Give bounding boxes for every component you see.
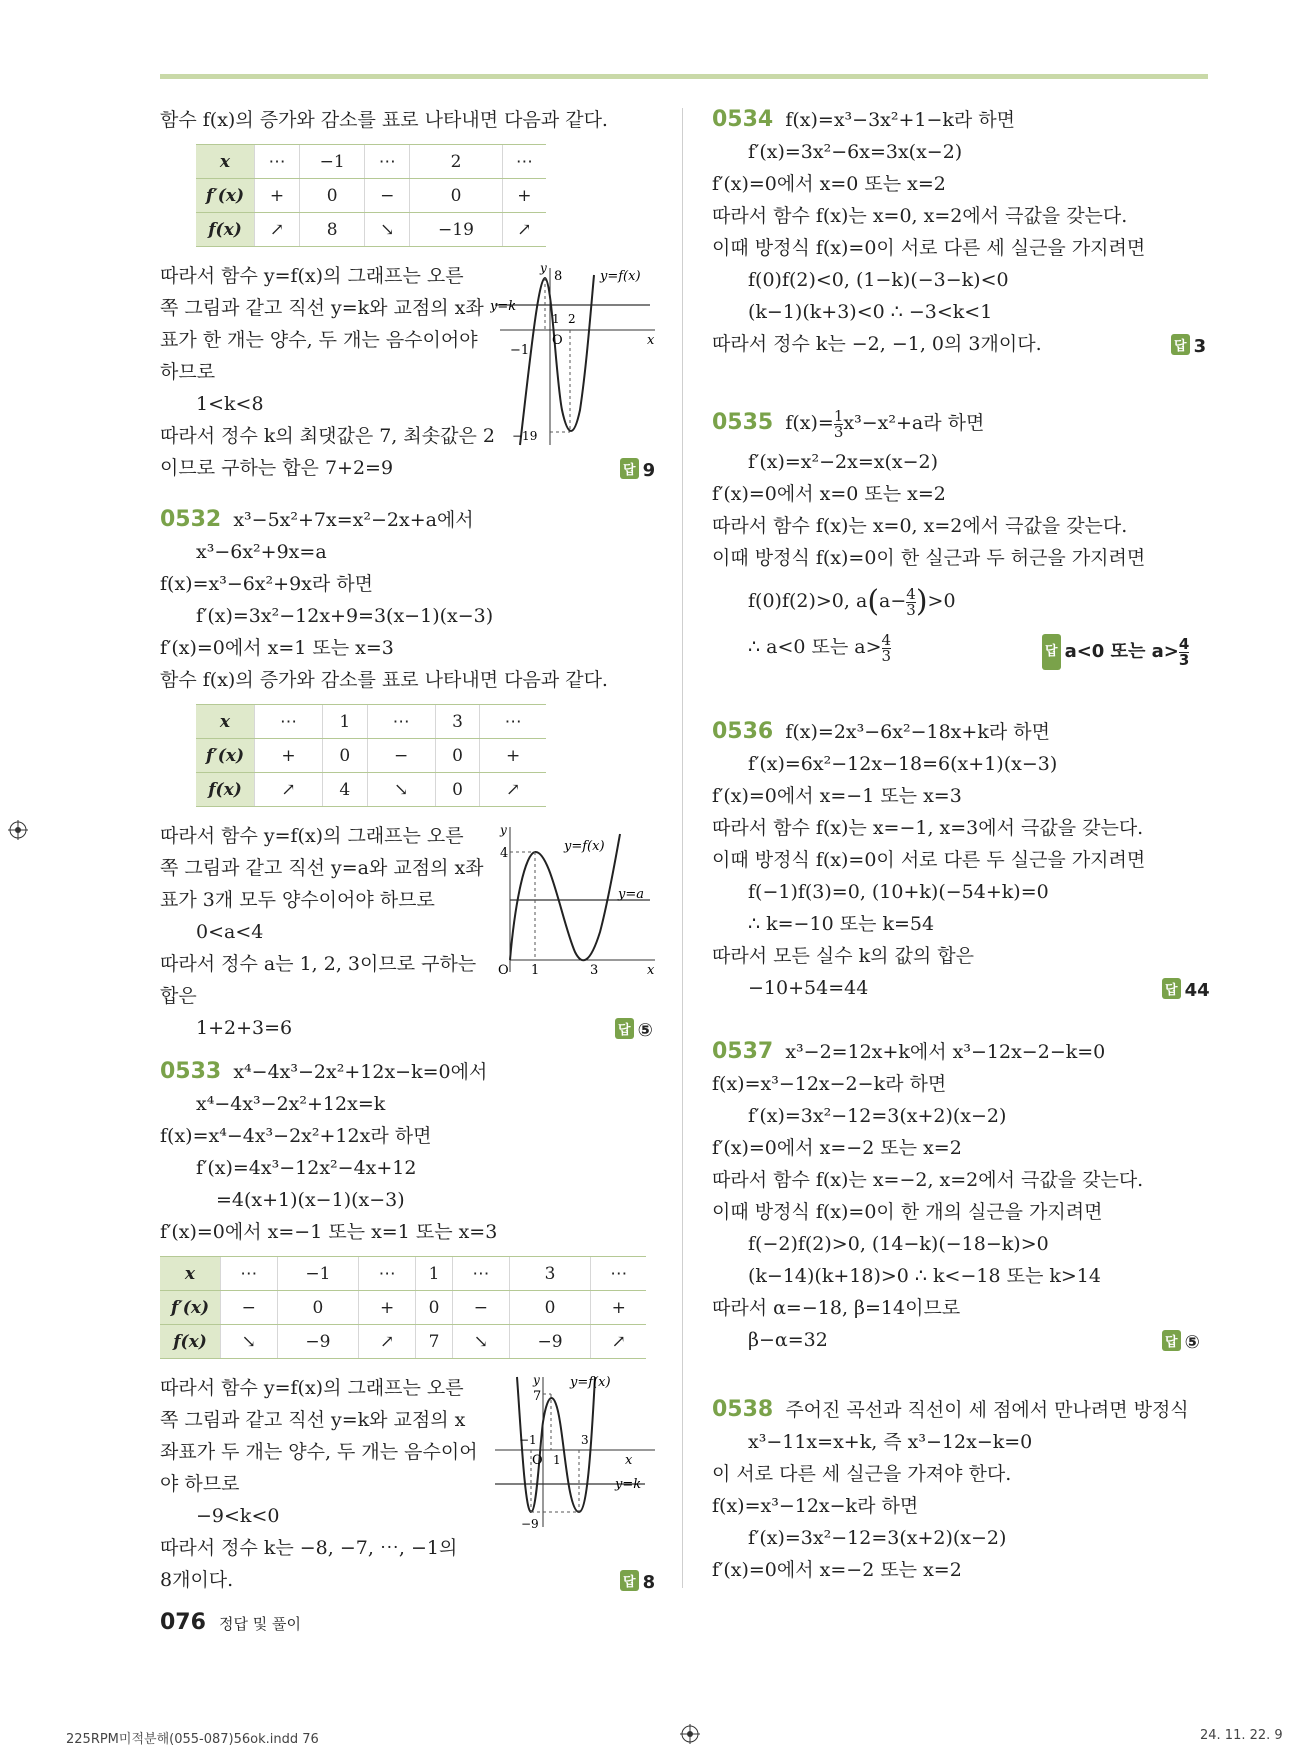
page-footer [160,1610,301,1635]
problem-0534: 0534 f(x)=x³−3x²+1−k라 하면 [712,107,1016,132]
problem-0537: 0537 x³−2=12x+k에서 x³−12x−2−k=0 [712,1039,1106,1064]
svg-text:3: 3 [590,963,599,978]
svg-text:2: 2 [568,312,576,326]
answer-0534: 답 3 [1171,334,1206,357]
table-0531: x ⋯ −1 ⋯ 2 ⋯ f′(x) + 0 − 0 + f(x) ↗ 8 ↘ −19 ↗ [196,144,546,247]
svg-text:y: y [533,1373,540,1387]
footer-label: 정답 및 풀이 [219,1615,302,1633]
svg-text:y=f(x): y=f(x) [600,269,641,284]
problem-0533: 0533 x⁴−4x³−2x²+12x−k=0에서 [160,1059,488,1084]
svg-text:y: y [500,823,507,837]
condition-0535: f(0)f(2)>0, a(a− $\frac{4}{3}$ )>0 [748,584,956,619]
column-divider [682,108,683,1588]
svg-text:x: x [625,1453,633,1468]
answer-0535: 답 a<0 또는 a> $\frac{4}{3}$ [1042,634,1189,670]
svg-text:1: 1 [552,312,560,326]
answer-0532: 답 ⑤ [615,1018,653,1041]
svg-text:y=f(x): y=f(x) [570,1375,611,1390]
registration-mark-icon [680,1724,700,1744]
svg-text:y=k: y=k [615,1477,642,1492]
svg-text:x: x [647,333,655,348]
top-rule [160,74,1208,79]
table-0532: x ⋯ 1 ⋯ 3 ⋯ f′(x) + 0 − 0 + f(x) ↗ 4 ↘ 0 ↗ [196,704,546,807]
problem-0536: 0536 f(x)=2x³−6x²−18x+k라 하면 [712,719,1050,744]
graph-0533 [485,1372,660,1532]
graph-0532 [490,822,660,982]
print-date: 24. 11. 22. 9 [1200,1728,1283,1743]
problem-0535: 0535 f(x)= $\frac{1}{3}$ x³−x²+a라 하면 [712,406,985,441]
svg-text:y: y [540,261,547,275]
page-number: 076 [160,1610,206,1635]
svg-text:−1: −1 [510,343,530,358]
answer-0537: 답 ⑤ [1162,1330,1200,1353]
registration-mark-icon [8,820,28,840]
svg-text:−19: −19 [512,429,538,443]
problem-0532: 0532 x³−5x²+7x=x²−2x+a에서 [160,507,474,532]
svg-text:x: x [647,963,655,978]
svg-text:−1: −1 [519,1433,537,1447]
svg-text:3: 3 [581,1433,589,1447]
svg-text:O: O [498,963,509,978]
table-0533: x ⋯ −1 ⋯ 1 ⋯ 3 ⋯ f′(x) − 0 + 0 − 0 + f(x) ↘ −9 ↗ 7 ↘ −9 ↗ [160,1256,646,1359]
problem-0538: 0538 주어진 곡선과 직선이 세 점에서 만나려면 방정식 [712,1397,1189,1422]
intro-text: 함수 f(x)의 증가와 감소를 표로 나타내면 다음과 같다. [160,109,608,131]
answer-0533: 답 8 [620,1570,655,1593]
svg-text:7: 7 [533,1389,542,1404]
svg-text:4: 4 [500,846,509,861]
svg-text:−9: −9 [521,1517,539,1531]
svg-text:8: 8 [554,269,563,284]
svg-text:y=a: y=a [618,887,644,902]
svg-text:O: O [552,333,563,348]
svg-text:O: O [532,1453,543,1468]
svg-text:y=f(x): y=f(x) [564,839,605,854]
answer-0531: 답 9 [620,458,655,481]
svg-text:y=k: y=k [490,299,517,314]
answer-0536: 답 44 [1162,978,1210,1001]
svg-text:1: 1 [553,1453,561,1467]
graph-0531 [490,260,660,450]
conclusion-0535: ∴ a<0 또는 a> $\frac{4}{3}$ [748,630,892,665]
file-info: 225RPM미적분해(055-087)56ok.indd 76 [66,1732,319,1747]
svg-text:1: 1 [531,963,540,978]
